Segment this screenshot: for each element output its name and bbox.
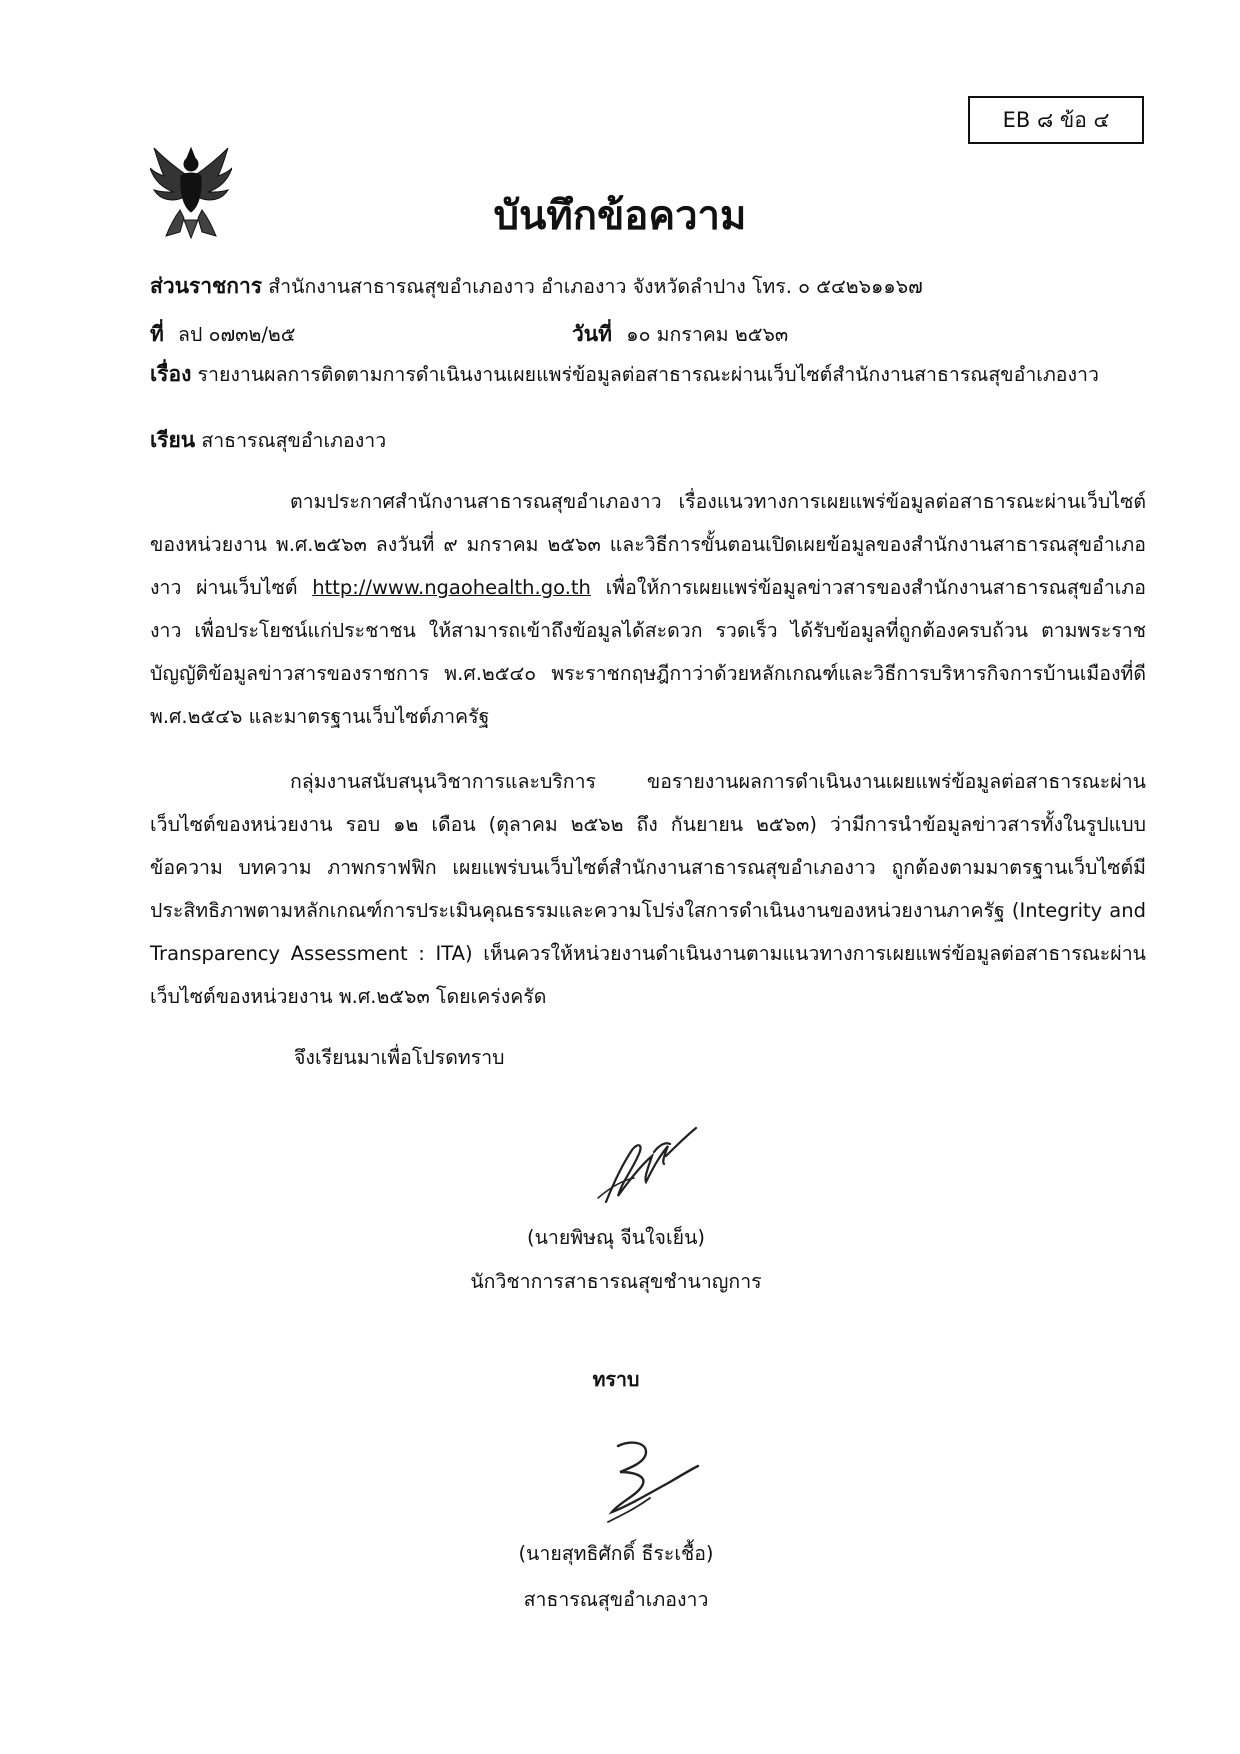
addressee-value: สาธารณสุขอำเภองาว — [201, 429, 387, 452]
reference-code: EB ๘ ข้อ ๔ — [1002, 107, 1110, 132]
signer-1-position: นักวิชาการสาธารณสุขชำนาญการ — [470, 1270, 762, 1293]
signature-1-icon — [594, 1122, 706, 1208]
agency-value: สำนักงานสาธารณสุขอำเภองาว อำเภองาว จังหวัดลำปาง โทร. ๐ ๕๔๒๖๑๑๖๗ — [268, 275, 923, 298]
subject-value: รายงานผลการติดตามการดำเนินงานเผยแพร่ข้อมูลต่อสาธารณะผ่านเว็บไซต์สำนักงานสาธารณสุขอำเภองาว — [197, 363, 1099, 386]
signer-2-position: สาธารณสุขอำเภองาว — [523, 1588, 709, 1611]
reference-box — [968, 96, 1144, 144]
date-line — [572, 320, 788, 349]
memo-title: บันทึกข้อความ — [493, 193, 747, 239]
agency-label: ส่วนราชการ — [150, 274, 263, 298]
addressee-line — [150, 426, 386, 455]
acknowledge-label: ทราบ — [592, 1368, 640, 1391]
document-number-value: ลป ๐๗๓๒/๒๕ — [178, 323, 296, 346]
subject-label: เรื่อง — [150, 362, 192, 386]
body-paragraph-1 — [150, 480, 1146, 738]
signature-2-icon — [590, 1436, 702, 1528]
addressee-label: เรียน — [150, 428, 196, 452]
paragraph-1-text-a: ตามประกาศสำนักงานสาธารณสุขอำเภองาว เรื่องแนวทางการเผยแพร่ข้อมูลต่อสาธารณะผ่านเว็บไซต์ของหน่วยงาน พ.ศ.๒๕๖๓ ลงวันที่ ๙ มกราคม ๒๕๖๓ และวิธีการขั้นตอนเปิดเผยข้อมูลของสำนักงานสาธารณสุขอำเภองาว ผ่านเว็บไซต์ — [150, 490, 1146, 599]
signer-2-name: (นายสุทธิศักดิ์ ธีระเชื้อ) — [518, 1542, 714, 1565]
date-value: ๑๐ มกราคม ๒๕๖๓ — [626, 323, 789, 346]
subject-line — [150, 360, 1099, 389]
document-number-label: ที่ — [150, 322, 164, 346]
paragraph-1-text-b: เพื่อให้การเผยแพร่ข้อมูลข่าวสารของสำนักงานสาธารณสุขอำเภองาว เพื่อประโยชน์แก่ประชาชน ให้สามารถเข้าถึงข้อมูลได้สะดวก รวดเร็ว ได้รับข้อมูลที่ถูกต้องครบถ้วน ตามพระราชบัญญัติข้อมูลข่าวสารของราชการ พ.ศ.๒๕๔๐ พระราชกฤษฎีกาว่าด้วยหลักเกณฑ์และวิธีการบริหารกิจการบ้านเมืองที่ดี พ.ศ.๒๕๔๖ และมาตรฐานเว็บไซต์ภาครัฐ — [150, 576, 1146, 728]
document-number-line — [150, 320, 296, 349]
agency-line — [150, 272, 923, 301]
paragraph-2-text: กลุ่มงานสนับสนุนวิชาการและบริการ ขอรายงานผลการดำเนินงานเผยแพร่ข้อมูลต่อสาธารณะผ่านเว็บไซต์ของหน่วยงาน รอบ ๑๒ เดือน (ตุลาคม ๒๕๖๒ ถึง กันยายน ๒๕๖๓) ว่ามีการนำข้อมูลข่าวสารทั้งในรูปแบบข้อความ บทความ ภาพกราฟฟิก เผยแพร่บนเว็บไซต์สำนักงานสาธารณสุขอำเภองาว ถูกต้องตามมาตรฐานเว็บไซต์มีประสิทธิภาพตามหลักเกณฑ์การประเมินคุณธรรมและความโปร่งใสการดำเนินงานของหน่วยงานภาครัฐ (Integrity and Transparency Assessment : ITA) เห็นควรให้หน่วยงานดำเนินงานตามแนวทางการเผยแพร่ข้อมูลต่อสาธารณะผ่านเว็บไซต์ของหน่วยงาน พ.ศ.๒๕๖๓ โดยเคร่งครัด — [150, 770, 1146, 1008]
signer-1-name: (นายพิษณุ จีนใจเย็น) — [526, 1226, 706, 1249]
date-label: วันที่ — [572, 322, 612, 346]
body-paragraph-2 — [150, 760, 1146, 1018]
closing-line: จึงเรียนมาเพื่อโปรดทราบ — [294, 1046, 505, 1069]
website-link[interactable]: http://www.ngaohealth.go.th — [312, 576, 591, 599]
